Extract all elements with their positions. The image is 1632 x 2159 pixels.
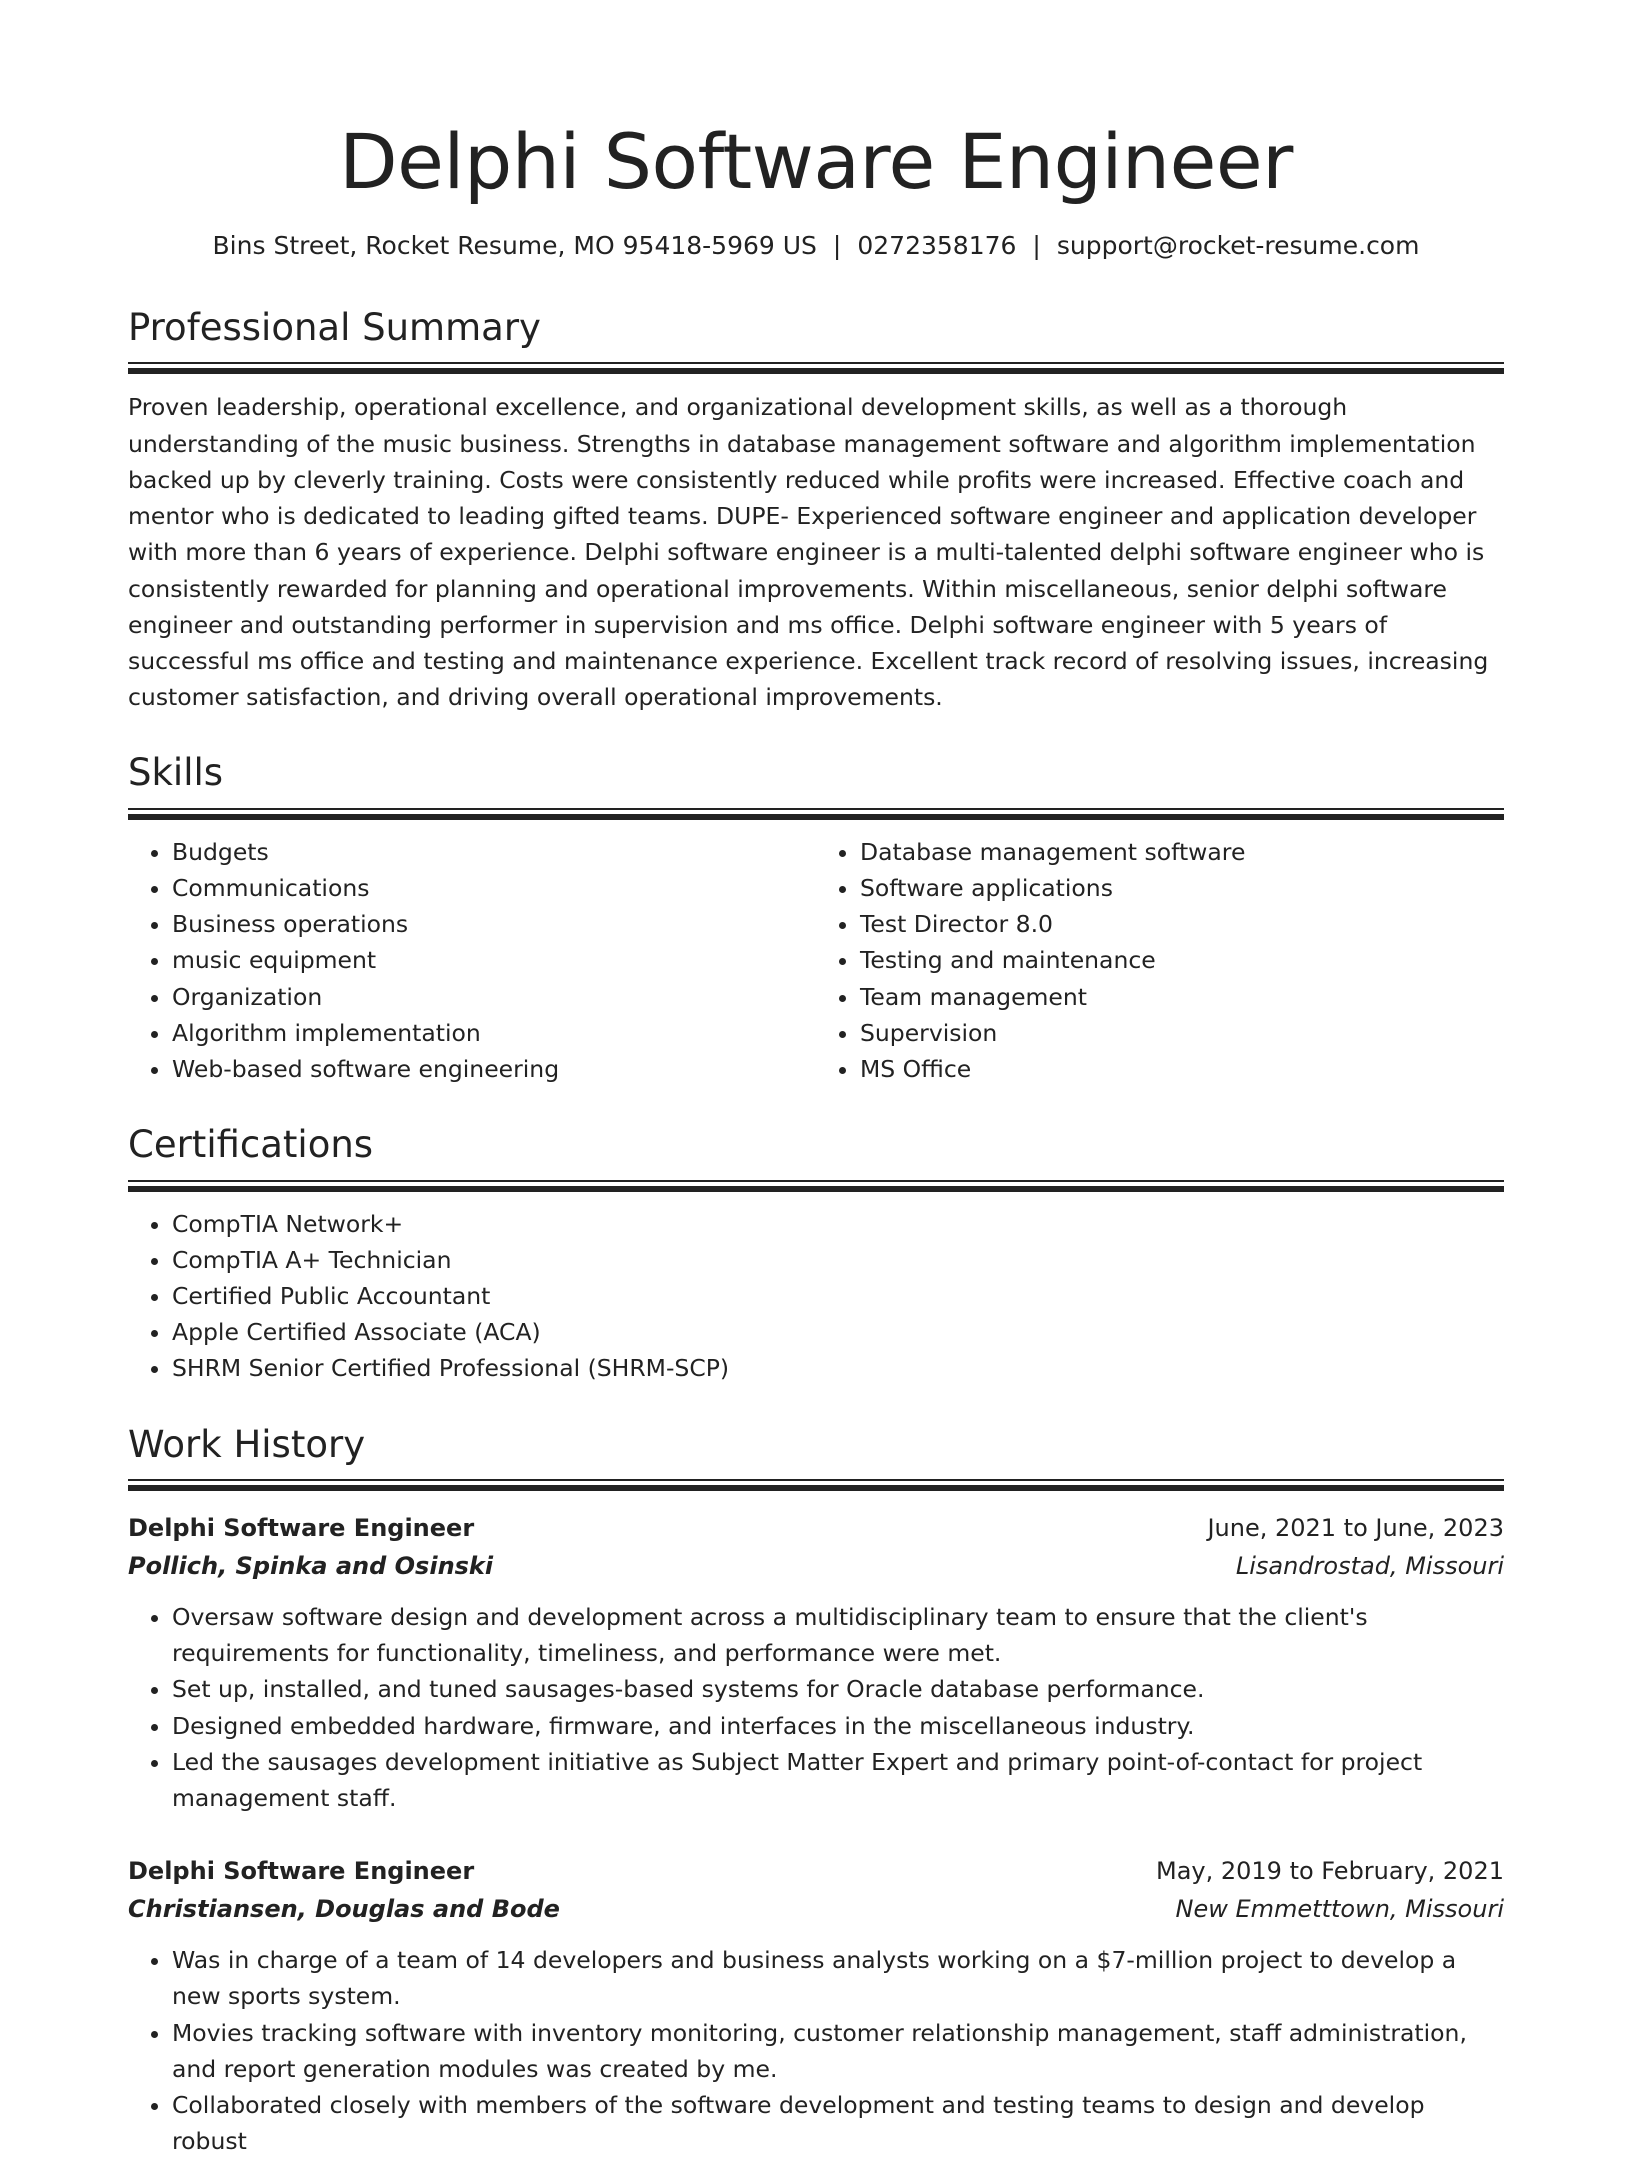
summary-text: Proven leadership, operational excellence, and organizational development skills, as well as a thorough understanding of the music business. Strengths in database management software and algorithm implementation backed up by cleverly training. Costs were consistently reduced while profits were increased. Effective coach and mentor who is dedicated to leading gifted teams. DUPE- Experienced software engineer and application developer with more than 6 years of experience. Delphi software engineer is a multi-talented delphi software engineer who is consistently rewarded for planning and operational improvements. Within miscellaneous, senior delphi software engineer and outstanding performer in supervision and ms office. Delphi software engineer with 5 years of successful ms office and testing and maintenance experience. Excellent track record of resolving issues, increasing customer satisfaction, and driving overall operational improvements. [128, 393, 1489, 712]
certification-item: • Certified Public Accountant [172, 1278, 1504, 1314]
job-company: Pollich, Spinka and Osinski [128, 1551, 494, 1580]
job-bullets [128, 1942, 1504, 2159]
job-dates: May, 2019 to February, 2021 [1156, 1857, 1504, 1886]
job-bullet: • Designed embedded hardware, firmware, and interfaces in the miscellaneous industry. [172, 1708, 1504, 1744]
section-divider [128, 808, 1504, 820]
certifications-list [128, 1206, 1504, 1387]
skill-item: • Algorithm implementation [172, 1015, 816, 1051]
section-divider [128, 362, 1504, 374]
job-dates: June, 2021 to June, 2023 [1207, 1513, 1504, 1542]
section-title-skills: Skills [128, 751, 224, 795]
job-bullet: • Oversaw software design and development across a multidisciplinary team to ensure that the client's requirements for functionality, timeliness, and performance were met. [172, 1599, 1504, 1671]
job-location: New Emmetttown, Missouri [1175, 1895, 1504, 1924]
section-divider [128, 1479, 1504, 1491]
skill-item: • Test Director 8.0 [860, 906, 1504, 942]
skill-item: • Testing and maintenance [860, 942, 1504, 978]
job-bullet: • Led the sausages development initiative as Subject Matter Expert and primary point-of-contact for project management staff. [172, 1744, 1504, 1816]
work-history-section [128, 1423, 1504, 2159]
certification-item: • CompTIA Network+ [172, 1206, 1504, 1242]
contact-separator: | [1032, 230, 1041, 260]
certification-item: • CompTIA A+ Technician [172, 1242, 1504, 1278]
job-company: Christiansen, Douglas and Bode [128, 1895, 560, 1924]
job-location: Lisandrostad, Missouri [1235, 1551, 1504, 1580]
summary-section [128, 306, 1504, 715]
job-header-row [128, 1852, 1504, 1890]
job-entry [128, 1852, 1504, 2159]
job-title: Delphi Software Engineer [128, 1513, 475, 1542]
contact-line [128, 230, 1504, 263]
certifications-section [128, 1123, 1504, 1386]
skill-item: • music equipment [172, 942, 816, 978]
contact-phone: 0272358176 [857, 230, 1017, 260]
job-bullets [128, 1599, 1504, 1816]
job-header-row [128, 1509, 1504, 1547]
section-title-work-history: Work History [128, 1422, 366, 1466]
skill-item: • MS Office [860, 1051, 1504, 1087]
skill-item: • Communications [172, 870, 816, 906]
skill-item: • Organization [172, 979, 816, 1015]
skill-item: • Business operations [172, 906, 816, 942]
skills-list-right [816, 834, 1504, 1087]
job-bullet: • Movies tracking software with inventory monitoring, customer relationship management, staff administration, and report generation modules was created by me. [172, 2015, 1504, 2087]
contact-email: support@rocket-resume.com [1056, 230, 1420, 260]
job-company-row [128, 1547, 1504, 1585]
job-bullet: • Set up, installed, and tuned sausages-based systems for Oracle database performance. [172, 1671, 1504, 1707]
skills-list-left [128, 834, 816, 1087]
skills-section [128, 751, 1504, 1087]
certification-item: • SHRM Senior Certified Professional (SHRM-SCP) [172, 1350, 1504, 1386]
section-divider [128, 1180, 1504, 1192]
job-bullet: • Was in charge of a team of 14 developers and business analysts working on a $7-million project to develop a new sports system. [172, 1942, 1504, 2014]
skill-item: • Software applications [860, 870, 1504, 906]
job-bullet: • Collaborated closely with members of the software development and testing teams to design and develop robust [172, 2087, 1504, 2159]
contact-address: Bins Street, Rocket Resume, MO 95418-5969 US [212, 230, 817, 260]
section-title-certifications: Certifications [128, 1123, 374, 1167]
job-company-row [128, 1890, 1504, 1928]
section-title-summary: Professional Summary [128, 306, 541, 350]
job-entry [128, 1509, 1504, 1816]
resume-name: Delphi Software Engineer [339, 117, 1293, 206]
skill-item: • Web-based software engineering [172, 1051, 816, 1087]
skill-item: • Team management [860, 979, 1504, 1015]
job-title: Delphi Software Engineer [128, 1857, 475, 1886]
contact-separator: | [832, 230, 842, 260]
skill-item: • Database management software [860, 834, 1504, 870]
skill-item: • Supervision [860, 1015, 1504, 1051]
certification-item: • Apple Certified Associate (ACA) [172, 1314, 1504, 1350]
skills-columns [128, 834, 1504, 1087]
skill-item: • Budgets [172, 834, 816, 870]
